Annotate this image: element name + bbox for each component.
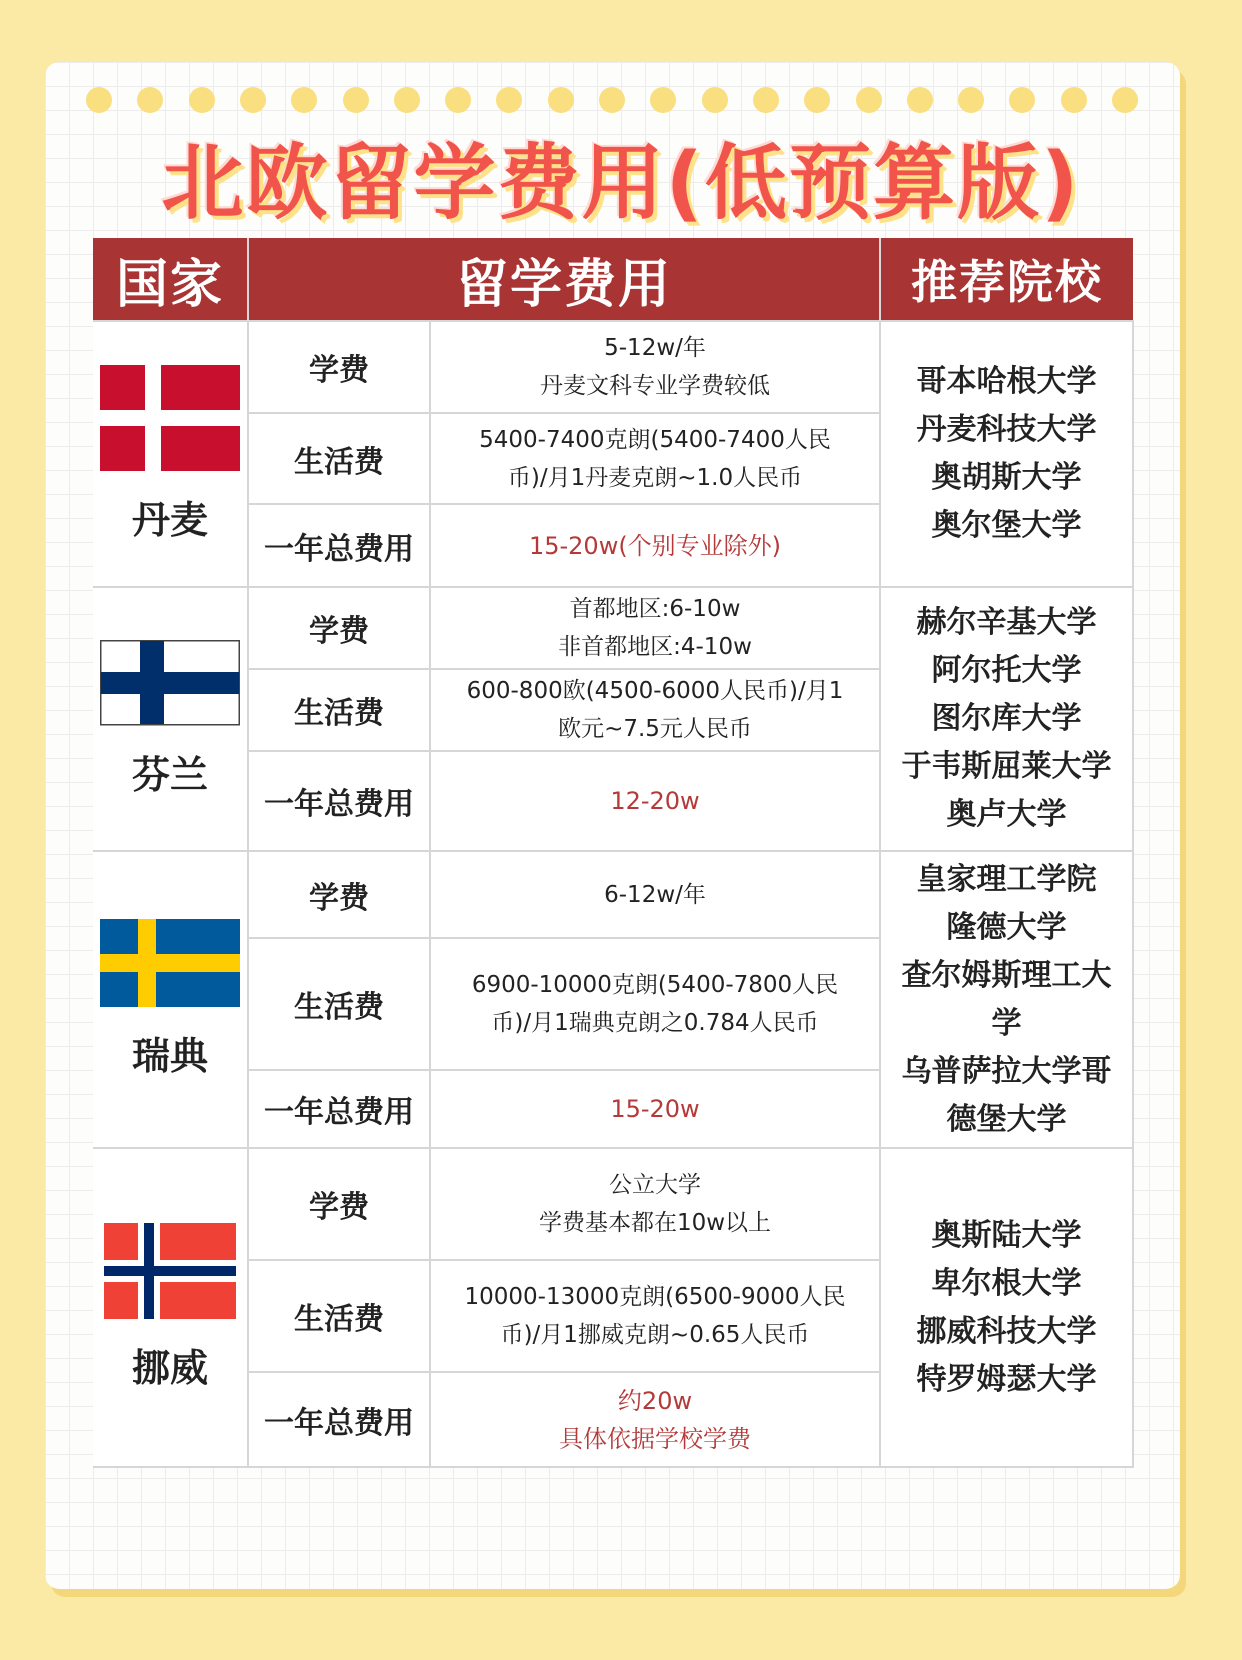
total-text: 约20w <box>617 1386 693 1415</box>
living-text: 5400-7400克朗(5400-7400人民 <box>479 426 831 453</box>
schools-cell <box>880 1148 1133 1467</box>
finland-flag-icon <box>100 640 240 726</box>
binder-hole <box>291 87 317 113</box>
school-name: 皇家理工学院 <box>916 861 1097 897</box>
country-cell <box>93 321 248 587</box>
school-name: 丹麦科技大学 <box>916 412 1097 447</box>
schools-cell <box>880 587 1133 851</box>
tuition-label: 学费 <box>248 1148 430 1260</box>
living-text: 币)/月1挪威克朗~0.65人民币 <box>500 1322 810 1348</box>
denmark-flag-icon <box>100 365 240 471</box>
tuition-value <box>430 1148 880 1260</box>
cost-table <box>93 238 1134 1468</box>
total-value <box>430 751 880 851</box>
total-label: 一年总费用 <box>248 504 430 587</box>
tuition-label: 学费 <box>248 587 430 669</box>
country-cell <box>93 587 248 851</box>
school-name: 学 <box>991 1005 1022 1041</box>
tuition-label: 学费 <box>248 851 430 938</box>
binder-hole <box>702 87 728 113</box>
tuition-text: 丹麦文科专业学费较低 <box>540 373 770 399</box>
norway-flag-icon <box>104 1223 236 1319</box>
binder-hole <box>343 87 369 113</box>
total-value <box>430 504 880 587</box>
tuition-value <box>430 851 880 938</box>
living-value <box>430 938 880 1070</box>
school-name: 奥胡斯大学 <box>931 460 1082 495</box>
living-text: 6900-10000克朗(5400-7800人民 <box>471 972 839 998</box>
school-name: 图尔库大学 <box>931 701 1082 736</box>
tuition-text: 公立大学 <box>609 1172 701 1198</box>
tuition-text: 学费基本都在10w以上 <box>538 1210 772 1236</box>
school-name: 哥本哈根大学 <box>916 364 1097 399</box>
living-label: 生活费 <box>248 1260 430 1372</box>
country-cell <box>93 1148 248 1467</box>
binder-hole <box>240 87 266 113</box>
tuition-value <box>430 587 880 669</box>
tuition-value <box>430 321 880 413</box>
total-text: 15-20w <box>610 1095 700 1123</box>
living-value <box>430 413 880 504</box>
total-label: 一年总费用 <box>248 1372 430 1467</box>
school-name: 挪威科技大学 <box>916 1313 1097 1349</box>
total-text: 15-20w(个别专业除外) <box>528 531 782 560</box>
binder-hole <box>856 87 882 113</box>
living-label: 生活费 <box>248 669 430 751</box>
binder-hole <box>445 87 471 113</box>
living-text: 币)/月1瑞典克朗之0.784人民币 <box>491 1010 819 1036</box>
school-name: 卑尔根大学 <box>931 1265 1082 1301</box>
total-label: 一年总费用 <box>248 1070 430 1148</box>
tuition-label: 学费 <box>248 321 430 413</box>
binder-hole <box>1061 87 1087 113</box>
school-name: 赫尔辛基大学 <box>916 605 1097 640</box>
school-name: 特罗姆瑟大学 <box>916 1361 1097 1397</box>
total-value <box>430 1372 880 1467</box>
binder-hole <box>189 87 215 113</box>
school-name: 乌普萨拉大学哥 <box>901 1053 1112 1089</box>
tuition-text: 6-12w/年 <box>604 881 706 908</box>
header-fees: 留学费用 <box>248 238 880 321</box>
binder-hole <box>907 87 933 113</box>
country-name: 丹麦 <box>131 497 208 542</box>
table-row <box>93 321 1133 413</box>
school-name: 奥尔堡大学 <box>931 508 1082 543</box>
school-name: 奥斯陆大学 <box>931 1217 1082 1253</box>
living-text: 10000-13000克朗(6500-9000人民 <box>464 1284 846 1310</box>
living-value <box>430 669 880 751</box>
header-schools: 推荐院校 <box>880 238 1133 321</box>
binder-hole <box>86 87 112 113</box>
total-text: 12-20w <box>610 787 700 815</box>
page-title: 北欧留学费用(低预算版) <box>161 136 1081 231</box>
school-name: 阿尔托大学 <box>931 653 1082 688</box>
country-name: 芬兰 <box>131 752 208 797</box>
living-value <box>430 1260 880 1372</box>
total-label: 一年总费用 <box>248 751 430 851</box>
binder-hole <box>753 87 779 113</box>
schools-cell <box>880 851 1133 1148</box>
binder-hole <box>394 87 420 113</box>
binder-hole <box>958 87 984 113</box>
school-name: 查尔姆斯理工大 <box>901 957 1112 993</box>
sweden-flag-icon <box>100 919 240 1007</box>
living-text: 600-800欧(4500-6000人民币)/月1 <box>466 678 844 704</box>
school-name: 于韦斯屈莱大学 <box>901 749 1112 784</box>
total-text: 具体依据学校学费 <box>559 1424 751 1453</box>
table-header-row <box>93 238 1133 321</box>
total-value <box>430 1070 880 1148</box>
living-text: 币)/月1丹麦克朗~1.0人民币 <box>507 464 803 491</box>
school-name: 德堡大学 <box>946 1101 1067 1137</box>
country-cell <box>93 851 248 1148</box>
living-label: 生活费 <box>248 413 430 504</box>
binder-hole <box>548 87 574 113</box>
tuition-text: 非首都地区:4-10w <box>558 634 752 660</box>
school-name: 奥卢大学 <box>946 797 1067 832</box>
binder-hole <box>599 87 625 113</box>
tuition-text: 5-12w/年 <box>604 335 706 361</box>
school-name: 隆德大学 <box>946 909 1067 945</box>
binder-hole <box>804 87 830 113</box>
living-label: 生活费 <box>248 938 430 1070</box>
tuition-text: 首都地区:6-10w <box>569 596 741 622</box>
header-country: 国家 <box>93 238 248 321</box>
country-name: 瑞典 <box>131 1034 208 1078</box>
living-text: 欧元~7.5元人民币 <box>558 716 752 742</box>
schools-cell <box>880 321 1133 587</box>
table-row <box>93 851 1133 938</box>
table-row <box>93 1148 1133 1260</box>
binder-hole <box>1112 87 1138 113</box>
country-name: 挪威 <box>131 1346 208 1390</box>
table-row <box>93 587 1133 669</box>
